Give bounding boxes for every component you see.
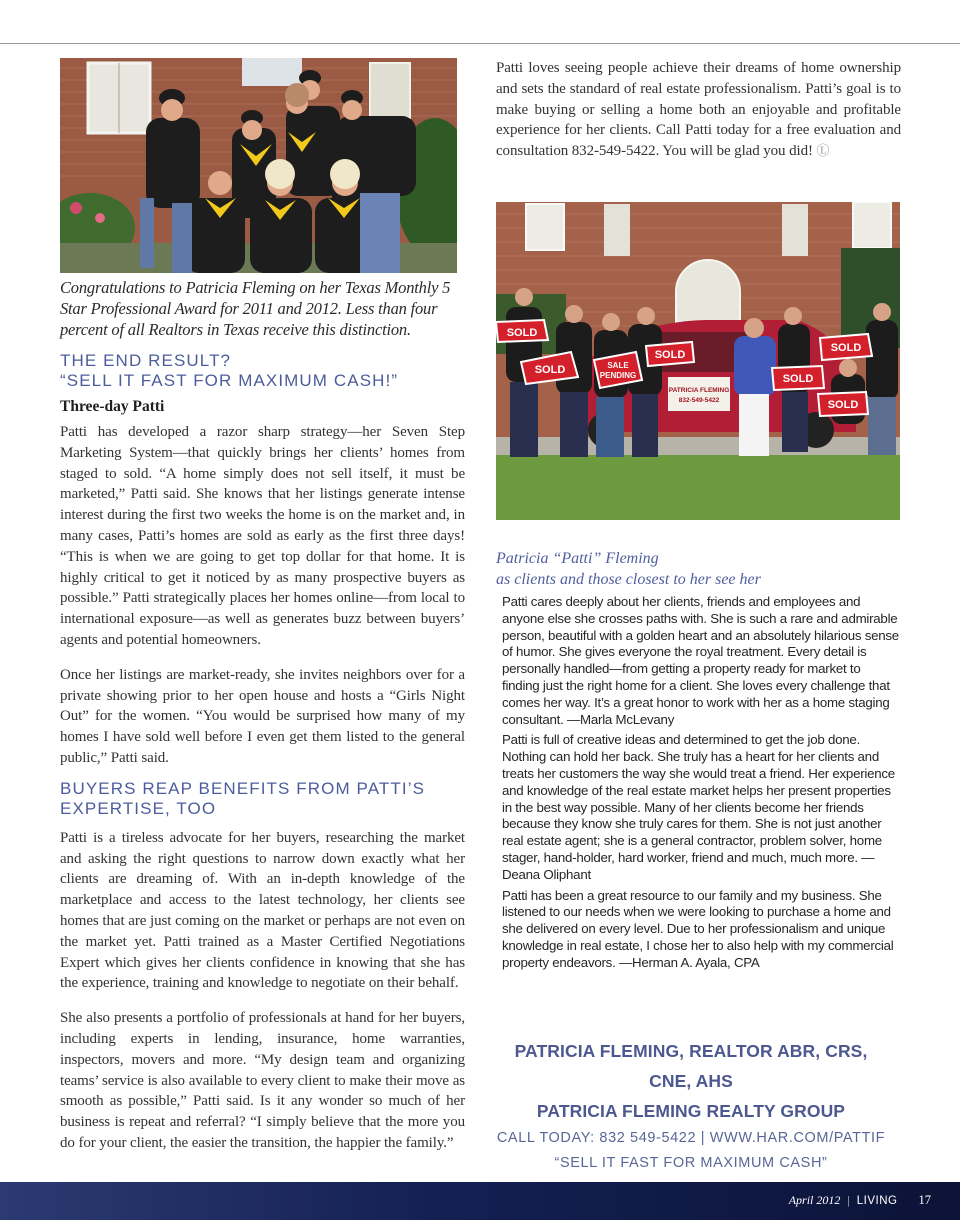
body-paragraph: Patti has developed a razor sharp strategy—her Seven Step Marketing System—that quickly brings her clients’ homes from staged to sold. “A home simply does not sell itself, it must be marketed,” Patti said. She knows that her listings generate intense interest during the first two weeks the home is on the market and, in many cases, Patti’s homes are sold as early as the first three days! “This is when we are going to get top dollar for that home. It is highly critical to get it noticed by as many prospective buyers as possible.” Patti strategically places her homes online—from local to international exposure—as well as generates buzz between buyers’ agents and potential homeowners. <box>60 424 465 648</box>
body-paragraph: She also presents a portfolio of professionals at hand for her buyers, including experts in lending, insurance, home warranties, inspectors, movers and more. “My design team and organizing teams’ service is also available to every client to make their move as smooth as possible,” Patti said. Is it any wonder so much of her business is repeat and referral? “I simply believe that the more you do for your client, the easier the transition, the happier the family.” <box>60 1010 465 1151</box>
caption-line: Patricia “Patti” Fleming <box>496 549 659 567</box>
body-paragraph: Once her listings are market-ready, she invites neighbors over for a private showing prior to her open house and hosts a “Girls Night Out” for the women. “You would be surprised how many of my homes I have sold well before I even get them listed to the general public,” Patti said. <box>60 666 465 766</box>
heading-line: EXPERTISE, TOO <box>60 798 217 818</box>
sold-sign-text: SOLD <box>534 363 566 376</box>
section-heading-end-result <box>60 351 465 391</box>
team-photo-caption: Congratulations to Patricia Fleming on her Texas Monthly 5 Star Professional Award for 2011 and 2012. Less than four percent of all Realtors in Texas receive this distinction. <box>60 278 451 339</box>
body-paragraph: Patti is a tireless advocate for her buyers, researching the market and asking the right questions to narrow down exactly what her clients are dreaming of. With an in-depth knowledge of the marketplace and access to the latest technology, her clients see homes that are just coming on the market or perhaps are not even on the market yet. Patti trained as a Master Certified Negotiations Expert which gives her clients confidence in knowing that she has the experience, training and knowledge to negotiate on their behalf. <box>60 829 465 992</box>
footer-issue-date: April 2012 <box>788 1193 841 1207</box>
signoff-company-line: PATRICIA FLEMING REALTY GROUP <box>536 1101 846 1121</box>
footer-magazine-name: LIVING <box>856 1194 898 1207</box>
footer-separator: | <box>847 1193 850 1207</box>
sold-sign-text: SOLD <box>782 372 814 385</box>
sale-pending-line1: SALE <box>607 360 629 370</box>
right-column <box>496 58 901 976</box>
car-door-line1: PATRICIA FLEMING <box>668 386 730 394</box>
contact-signoff <box>496 1036 886 1176</box>
sold-signs-photo <box>496 202 900 520</box>
signoff-name-line: PATRICIA FLEMING, REALTOR ABR, CRS, CNE, AHS <box>514 1041 868 1091</box>
section-heading-buyers <box>60 779 465 819</box>
end-mark-icon: Ⓛ <box>816 143 830 159</box>
footer-page-number: 17 <box>918 1193 931 1207</box>
signoff-contact-line: CALL TODAY: 832 549-5422 | WWW.HAR.COM/PATTIF <box>496 1130 886 1146</box>
sold-sign-text: SOLD <box>830 341 862 354</box>
subheading-three-day-patti: Three-day Patti <box>60 398 165 415</box>
sold-sign-text: SOLD <box>506 326 538 339</box>
testimonials-caption <box>496 548 901 590</box>
sold-sign-text: SOLD <box>827 398 859 411</box>
heading-line: THE END RESULT? <box>60 351 232 370</box>
heading-line: BUYERS REAP BENEFITS FROM PATTI’S <box>60 778 426 798</box>
team-photo <box>60 58 457 273</box>
sale-pending-line2: PENDING <box>599 370 637 380</box>
left-column <box>60 58 465 1154</box>
sold-sign-text: SOLD <box>654 348 686 361</box>
car-door-line2: 832-549-5422 <box>678 396 720 404</box>
caption-line: as clients and those closest to her see her <box>496 570 761 588</box>
testimonial-marla: Patti cares deeply about her clients, friends and employees and anyone else she crosses paths with. She is such a rare and admirable person, beautiful with a golden heart and an absolutely hilarious sense of humor. She gives everyone the royal treatment. Every detail is personally handled—from getting a property ready for market to finding just the right home for a client. She loves every challenge that comes her way. It’s a great honor to work with her as a home staging consultant. —Marla McLevany <box>502 593 899 727</box>
signoff-slogan-line: “SELL IT FAST FOR MAXIMUM CASH” <box>554 1155 828 1171</box>
testimonial-deana: Patti is full of creative ideas and determined to get the job done. Nothing can hold her back. She truly has a heart for her clients and treats her customers the way she would treat a friend. Her experience and knowledge of the real estate market helps her present properties in the best way possible. Many of her clients become her friends because they know she truly cares for them. She is not just another real estate agent; she is a general contractor, problem solver, home stager, hand-holder, hard worker, friend and much, much more. —Deana Oliphant <box>502 732 895 882</box>
intro-paragraph <box>496 58 901 162</box>
heading-line: “SELL IT FAST FOR MAXIMUM CASH!” <box>60 371 399 390</box>
footer-meta <box>789 1193 931 1208</box>
intro-text: Patti loves seeing people achieve their dreams of home ownership and sets the standard of real estate professionalism. Patti’s goal is to make buying or selling a home both an enjoyable and profitable experience for her clients. Call Patti today for a free evaluation and consultation 832-549-5422. You will be glad you did! <box>496 60 901 160</box>
top-rule <box>0 43 960 44</box>
testimonial-herman: Patti has been a great resource to our family and my business. She listened to our needs when we were looking to purchase a home and she delivered on every level. Due to her professionalism and unique knowledge in real estate, I chose her to also help with my commercial property endeavors. —Herman A. Ayala, CPA <box>502 887 894 970</box>
page-footer <box>0 1182 960 1220</box>
